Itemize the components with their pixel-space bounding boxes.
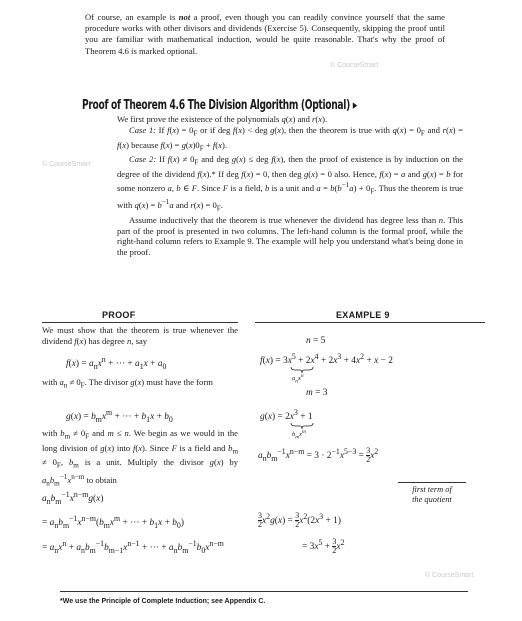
first-term-note: first term of the quotient (412, 485, 452, 504)
watermark: © CourseSmart (42, 161, 91, 168)
proof-column-heading: PROOF (102, 310, 136, 320)
proof-column (42, 325, 238, 347)
divider-left (42, 322, 238, 323)
proof-text-2: with $a_n \ne 0_F$. The divisor g(x) must have the form (42, 377, 213, 390)
example-n: n = 5 (306, 336, 326, 346)
proof-body (117, 114, 463, 258)
first-term-rule (398, 482, 466, 483)
product-equation-2: = $a_nb_m^{-1}x^{n-m}(b_mx^m$ + ··· + $b_1x + b_0$) (42, 514, 184, 530)
watermark: © CourseSmart (425, 572, 474, 579)
case-2-paragraph: Case 2: If $f(x) \ne 0_F$ and deg g(x) ≤ deg f(x), then the proof of existence is by induction on the degree of the dividend f(x).* If deg f(x) = 0, then deg g(x) = 0 also. Hence, f(x) = a and g(x) = b for some nonzero a, b ∈ F. Since F is a field, b is a unit and $a = b(b^{-1}a) + 0_F$. Thus the theorem is true with $q(x) = b^{-1}a$ and $r(x) = 0_F$. (117, 154, 463, 213)
footnote: *We use the Principle of Complete Induction; see Appendix C. (60, 598, 266, 605)
example-product-result: = $3x^5$ + $\frac{3}{2}$ $x^2$ (302, 537, 345, 556)
underbrace-g-label: $b_mx^m$ (292, 429, 306, 441)
product-equation-1: $a_nb_m^{-1}x^{n-m}g(x)$ (42, 490, 104, 506)
example-dividend: $f(x) = 3x^5 + 2x^4 + 2x^3 + 4x^2 + x - 2$ (260, 352, 393, 367)
dividend-equation: $f(x) = a_nx^n$ + ··· + $a_1x + a_0$ (66, 355, 167, 371)
example-first-term: $a_nb_m^{-1}x^{n-m} = 3 \cdot 2^{-1}x^{5-3}$ = $\frac{3}{2}$ $x^2$ (258, 446, 379, 465)
divisor-equation: $g(x) = b_mx^m$ + ··· + $b_1x + b_0$ (66, 408, 173, 424)
induction-paragraph: Assume inductively that the theorem is true whenever the dividend has degree less than n. This part of the proof is presented in two columns. The left-hand column is the formal proof, while the right-hand column refers to Example 9. The example will help you understand what's being done in the proof. (117, 214, 463, 258)
intro-paragraph: Of course, an example is not a proof, even though you can readily convince yourself that the same procedure works with other divisors and dividends (Exercise 5). Consequently, skipping the proof until you are familiar with mathematical induction, would be quite reasonable. That's why the proof of Theorem 4.6 is marked optional. (85, 12, 445, 56)
proof-paragraph: We first prove the existence of the polynomials q(x) and r(x). (117, 114, 328, 124)
divider-right (255, 322, 485, 323)
case-1-paragraph: Case 1: If $f(x) = 0_F$ or if deg f(x) < deg g(x), then the theorem is true with $q(x) = 0_F$ and r(x) = f(x) because $f(x) = g(x)0_F + f(x)$. (117, 124, 464, 153)
product-equation-3: = $a_nx^n + a_nb_m^{-1}b_{m-1}x^{n-1}$ + ··· + $a_nb_m^{-1}b_0x^{n-m}$ (42, 539, 224, 555)
proof-title: Proof of Theorem 4.6 The Division Algorithm (Optional) ▸ (82, 98, 358, 113)
watermark: © CourseSmart (330, 62, 379, 69)
proof-text-3: with $b_m \ne 0_F$ and m ≤ n. We begin as we would in the long division of g(x) into f(x). Since F is a field and $b_m \ne 0_F$, $b_m$ is a unit. Multiply the divisor g(x) by $a_nb_m^{-1}x^{n-m}$ to obtain (42, 428, 239, 488)
example-m: m = 3 (306, 388, 328, 398)
example-column-heading: EXAMPLE 9 (336, 310, 390, 320)
proof-text-1: We must show that the theorem is true whenever the dividend f(x) has degree n, say (42, 325, 238, 346)
footnote-rule (60, 591, 468, 592)
underbrace-f-label: $a_nx^n$ (292, 373, 304, 385)
example-product: $\frac{3}{2}$ $x^2g(x)$ = $\frac{3}{2}$ $x^2(2x^3 + 1)$ (258, 511, 341, 530)
example-divisor: $g(x) = 2x^3 + 1$ (260, 408, 313, 423)
